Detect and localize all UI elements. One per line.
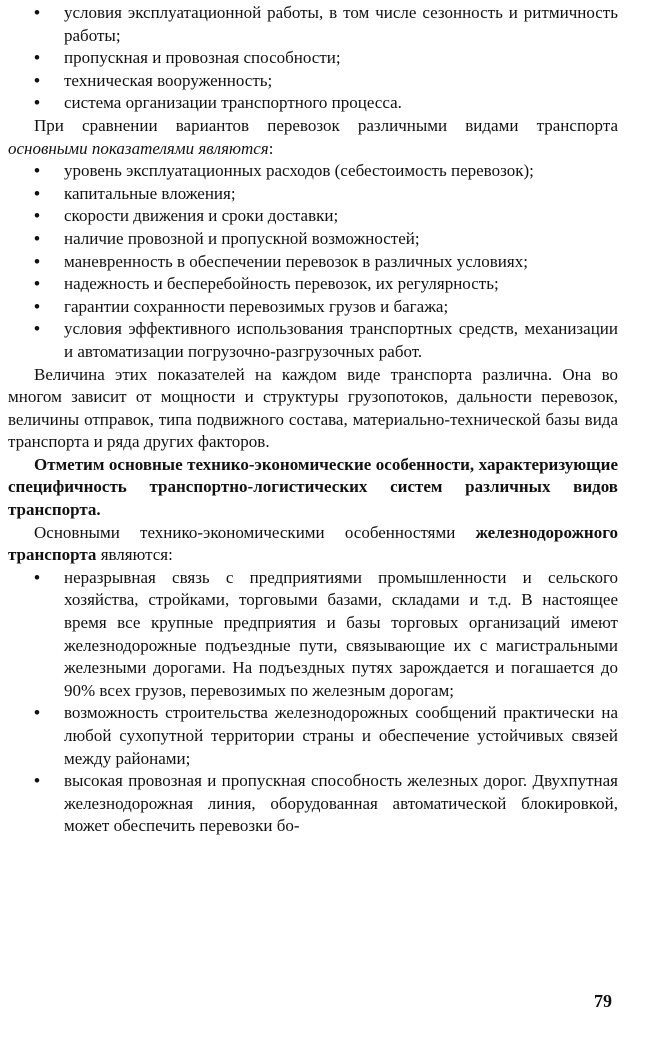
list-item-text: маневренность в обеспечении перевозок в различных условиях; — [64, 251, 528, 271]
list-item-text: высокая провозная и пропускная способность железных дорог. Двухпутная железнодорожная линия, оборудованная автоматической блокировкой, может обеспечить перевозки бо- — [64, 771, 618, 836]
bullet-icon: • — [34, 206, 40, 226]
list-item-text: техническая вооруженность; — [64, 70, 273, 90]
list-item-text: наличие провозной и пропускной возможностей; — [64, 228, 420, 248]
bullet-icon: • — [34, 228, 40, 248]
list-item — [8, 273, 618, 296]
list-item-text: надежность и бесперебойность перевозок, их регулярность; — [64, 274, 499, 294]
list-item — [8, 702, 618, 770]
list-item — [8, 205, 618, 228]
bullet-icon: • — [34, 274, 40, 294]
bullet-icon: • — [34, 251, 40, 271]
bullet-icon: • — [34, 161, 40, 181]
list-item — [8, 251, 618, 274]
list-main-indicators — [8, 160, 618, 363]
list-item — [8, 160, 618, 183]
paragraph-text: При сравнении вариантов перевозок различными видами транспорта — [34, 115, 618, 135]
paragraph-emphasis: основными показателями являются — [8, 138, 269, 158]
list-operating-conditions — [8, 2, 618, 115]
list-item-text: условия эксплуатационной работы, в том числе сезонность и ритмичность работы; — [64, 3, 618, 45]
list-item-text: условия эффективного использования транспортных средств, механизации и автоматизации погрузочно-разгрузочных работ. — [64, 319, 618, 361]
list-item — [8, 296, 618, 319]
list-item-text: уровень эксплуатационных расходов (себестоимость перевозок); — [64, 161, 534, 181]
list-item — [8, 183, 618, 206]
list-item — [8, 318, 618, 363]
list-item-text: пропускная и провозная способности; — [64, 48, 341, 68]
list-item — [8, 2, 618, 47]
list-item — [8, 770, 618, 838]
bullet-icon: • — [34, 771, 40, 791]
paragraph-section-lead: Отметим основные технико-экономические особенности, характеризующие специфичность транспортно-логистических систем различных видов транспорта. — [8, 454, 618, 520]
paragraph-tail: являются: — [96, 545, 173, 565]
page-number: 79 — [594, 991, 612, 1011]
paragraph-railway-intro — [8, 522, 618, 567]
list-item-text: система организации транспортного процесса. — [64, 93, 402, 113]
paragraph-comparison — [8, 115, 618, 160]
list-item — [8, 70, 618, 93]
bullet-icon: • — [34, 296, 40, 316]
list-item — [8, 567, 618, 703]
list-item-text: скорости движения и сроки доставки; — [64, 206, 339, 226]
list-item — [8, 92, 618, 115]
bullet-icon: • — [34, 93, 40, 113]
list-item-text: неразрывная связь с предприятиями промышленности и сельского хозяйства, стройками, торговыми базами, складами и т.д. В настоящее время все крупные предприятия и базы торговых организаций имеют железнодорожные подъездные пути, связывающие их с магистральными железными дорогами. На подъездных путях зарождается и погашается до 90% всех грузов, перевозимых по железным дорогам; — [64, 567, 618, 700]
list-item-text: возможность строительства железнодорожных сообщений практически на любой сухопутной территории страны и обеспечение устойчивых связей между районами; — [64, 703, 618, 768]
list-item-text: капитальные вложения; — [64, 183, 236, 203]
bullet-icon: • — [34, 567, 40, 587]
paragraph-tail: : — [268, 138, 274, 158]
paragraph-indicator-values: Величина этих показателей на каждом виде транспорта различна. Она во многом зависит от мощности и структуры грузопотоков, дальности перевозок, величины отправок, типа подвижного состава, материально-технической базы вида транспорта и ряда других факторов. — [8, 364, 618, 452]
list-item — [8, 47, 618, 70]
paragraph-text: Основными технико-экономическими особенностями — [34, 522, 476, 542]
bullet-icon: • — [34, 48, 40, 68]
bullet-icon: • — [34, 70, 40, 90]
bullet-icon: • — [34, 319, 40, 339]
bullet-icon: • — [34, 183, 40, 203]
bullet-icon: • — [34, 703, 40, 723]
paragraph-emphasis: железнодорожного транспорта — [8, 522, 618, 565]
bullet-icon: • — [34, 3, 40, 22]
list-railway-features — [8, 567, 618, 838]
list-item-text: гарантии сохранности перевозимых грузов и багажа; — [64, 296, 449, 316]
list-item — [8, 228, 618, 251]
